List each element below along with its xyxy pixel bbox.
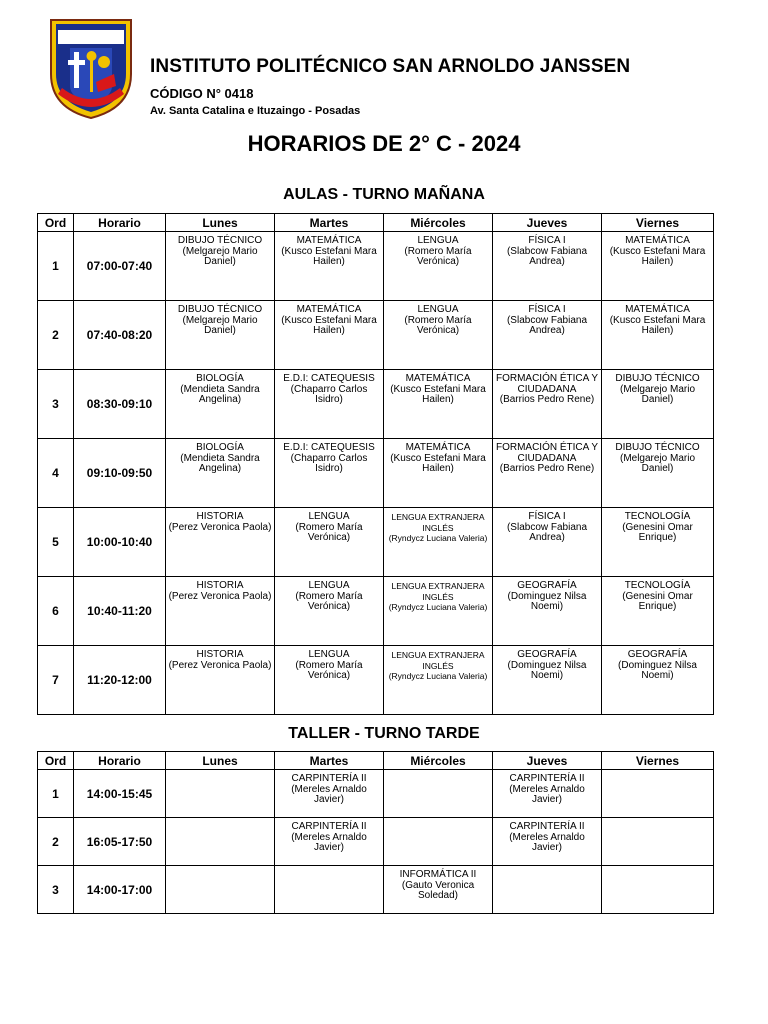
- schedule-cell: [602, 439, 714, 508]
- period-number: 7: [38, 646, 74, 715]
- column-header: Jueves: [493, 752, 602, 770]
- period-number: 1: [38, 770, 74, 818]
- teacher-name: (Kusco Estefani Mara Hailen): [281, 245, 377, 267]
- teacher-name: (Mereles Arnaldo Javier): [291, 783, 367, 805]
- subject-name: FÍSICA I: [528, 511, 566, 522]
- table-row: [38, 439, 714, 508]
- schedule-cell: [166, 232, 275, 301]
- subject-name: CARPINTERÍA II: [291, 821, 367, 832]
- schedule-cell: [166, 508, 275, 577]
- teacher-name: (Mereles Arnaldo Javier): [291, 831, 367, 853]
- schedule-cell: [384, 770, 493, 818]
- subject-name: CARPINTERÍA II: [291, 773, 367, 784]
- period-number: 1: [38, 232, 74, 301]
- schedule-cell: [275, 508, 384, 577]
- institution-address: Av. Santa Catalina e Ituzaingo - Posadas: [150, 105, 361, 117]
- institution-name: INSTITUTO POLITÉCNICO SAN ARNOLDO JANSSEN: [150, 56, 631, 77]
- schedule-cell: [384, 818, 493, 866]
- schedule-cell: [384, 439, 493, 508]
- schedule-cell: [384, 232, 493, 301]
- subject-name: CARPINTERÍA II: [509, 821, 585, 832]
- teacher-name: (Slabcow Fabiana Andrea): [506, 521, 588, 543]
- column-header: Viernes: [602, 752, 714, 770]
- teacher-name: (Melgarejo Mario Daniel): [619, 383, 696, 405]
- teacher-name: (Dominguez Nilsa Noemi): [507, 659, 587, 681]
- teacher-name: (Dominguez Nilsa Noemi): [618, 659, 697, 681]
- column-header: Martes: [275, 752, 384, 770]
- teacher-name: (Melgarejo Mario Daniel): [182, 314, 258, 336]
- subject-name: MATEMÁTICA: [405, 373, 471, 384]
- column-header: Horario: [74, 752, 166, 770]
- page-title: HORARIOS DE 2° C - 2024: [247, 131, 521, 156]
- teacher-name: (Chaparro Carlos Isidro): [290, 452, 368, 474]
- teacher-name: (Romero María Verónica): [295, 590, 363, 612]
- subject-name: MATEMÁTICA: [625, 235, 690, 246]
- schedule-cell: [493, 646, 602, 715]
- teacher-name: (Romero María Verónica): [295, 521, 363, 543]
- teacher-name: (Kusco Estefani Mara Hailen): [609, 245, 706, 267]
- school-crest-logo: [48, 16, 134, 120]
- table-row: [38, 646, 714, 715]
- schedule-cell: [275, 370, 384, 439]
- schedule-cell: [275, 818, 384, 866]
- schedule-cell: [493, 866, 602, 914]
- table-row: [38, 508, 714, 577]
- schedule-cell: [493, 508, 602, 577]
- morning-schedule-table: [37, 213, 714, 715]
- teacher-name: (Kusco Estefani Mara Hailen): [609, 314, 706, 336]
- column-header: Miércoles: [384, 752, 493, 770]
- schedule-cell: [602, 232, 714, 301]
- teacher-name: (Mendieta Sandra Angelina): [180, 452, 260, 474]
- period-time: 07:40-08:20: [74, 301, 166, 370]
- subject-name: LENGUA: [417, 235, 459, 246]
- subject-name: GEOGRAFÍA: [627, 649, 688, 660]
- period-time: 11:20-12:00: [74, 646, 166, 715]
- period-time: 16:05-17:50: [74, 818, 166, 866]
- period-time: 08:30-09:10: [74, 370, 166, 439]
- subject-name: INFORMÁTICA II: [399, 869, 477, 880]
- schedule-cell: [493, 439, 602, 508]
- subject-name: FORMACIÓN ÉTICA Y CIUDADANA: [495, 373, 599, 395]
- teacher-name: (Perez Veronica Paola): [168, 521, 272, 533]
- teacher-name: (Mendieta Sandra Angelina): [180, 383, 260, 405]
- subject-name: LENGUA: [308, 649, 350, 660]
- schedule-cell: [602, 370, 714, 439]
- subject-name: FÍSICA I: [528, 235, 566, 246]
- subject-name: GEOGRAFÍA: [517, 649, 577, 660]
- subject-name: DIBUJO TÉCNICO: [615, 373, 700, 384]
- schedule-cell: [493, 232, 602, 301]
- subject-name: LENGUA: [308, 511, 350, 522]
- teacher-name: (Gauto Veronica Soledad): [401, 879, 475, 901]
- institution-code: CÓDIGO N° 0418: [150, 86, 254, 101]
- teacher-name: (Romero María Verónica): [295, 659, 363, 681]
- period-time: 14:00-17:00: [74, 866, 166, 914]
- subject-name: LENGUA EXTRANJERA INGLÉS: [391, 512, 485, 533]
- schedule-cell: [602, 770, 714, 818]
- table-row: [38, 232, 714, 301]
- period-time: 14:00-15:45: [74, 770, 166, 818]
- period-number: 6: [38, 577, 74, 646]
- subject-name: BIOLOGÍA: [196, 373, 244, 384]
- schedule-cell: [602, 508, 714, 577]
- subject-name: FÍSICA I: [528, 304, 566, 315]
- table-row: [38, 577, 714, 646]
- subject-name: BIOLOGÍA: [196, 442, 244, 453]
- schedule-cell: [384, 508, 493, 577]
- teacher-name: (Slabcow Fabiana Andrea): [506, 245, 588, 267]
- subject-name: MATEMÁTICA: [625, 304, 690, 315]
- schedule-cell: [602, 301, 714, 370]
- column-header: Ord: [38, 214, 74, 232]
- period-number: 2: [38, 301, 74, 370]
- teacher-name: (Kusco Estefani Mara Hailen): [390, 383, 486, 405]
- schedule-cell: [275, 577, 384, 646]
- column-header: Miércoles: [384, 214, 493, 232]
- schedule-cell: [166, 770, 275, 818]
- subject-name: MATEMÁTICA: [296, 304, 362, 315]
- subject-name: E.D.I: CATEQUESIS: [283, 442, 375, 453]
- teacher-name: (Chaparro Carlos Isidro): [290, 383, 368, 405]
- column-header: Martes: [275, 214, 384, 232]
- section-title-afternoon: TALLER - TURNO TARDE: [288, 725, 480, 742]
- schedule-cell: [384, 646, 493, 715]
- teacher-name: (Perez Veronica Paola): [168, 659, 272, 671]
- teacher-name: (Ryndycz Luciana Valeria): [388, 671, 488, 681]
- teacher-name: (Melgarejo Mario Daniel): [182, 245, 258, 267]
- schedule-cell: [493, 577, 602, 646]
- schedule-cell: [602, 818, 714, 866]
- column-header: Lunes: [166, 752, 275, 770]
- schedule-cell: [493, 770, 602, 818]
- teacher-name: (Genesini Omar Enrique): [622, 590, 693, 612]
- subject-name: TECNOLOGÍA: [624, 511, 691, 522]
- column-header: Ord: [38, 752, 74, 770]
- schedule-cell: [384, 577, 493, 646]
- subject-name: LENGUA EXTRANJERA INGLÉS: [391, 581, 485, 602]
- schedule-cell: [602, 577, 714, 646]
- schedule-cell: [602, 646, 714, 715]
- period-number: 5: [38, 508, 74, 577]
- period-number: 4: [38, 439, 74, 508]
- period-time: 10:40-11:20: [74, 577, 166, 646]
- subject-name: HISTORIA: [196, 580, 244, 591]
- teacher-name: (Kusco Estefani Mara Hailen): [390, 452, 486, 474]
- table-header-row: [38, 752, 714, 770]
- afternoon-schedule-table: [37, 751, 714, 914]
- table-row: [38, 818, 714, 866]
- schedule-cell: [166, 866, 275, 914]
- period-number: 2: [38, 818, 74, 866]
- schedule-cell: [493, 818, 602, 866]
- column-header: Horario: [74, 214, 166, 232]
- teacher-name: (Barrios Pedro Rene): [499, 394, 595, 405]
- subject-name: MATEMÁTICA: [296, 235, 362, 246]
- schedule-cell: [493, 370, 602, 439]
- teacher-name: (Melgarejo Mario Daniel): [619, 452, 696, 474]
- teacher-name: (Barrios Pedro Rene): [499, 463, 595, 474]
- schedule-cell: [275, 866, 384, 914]
- teacher-name: (Kusco Estefani Mara Hailen): [281, 314, 377, 336]
- teacher-name: (Slabcow Fabiana Andrea): [506, 314, 588, 336]
- subject-name: DIBUJO TÉCNICO: [177, 235, 263, 246]
- section-title-morning: AULAS - TURNO MAÑANA: [283, 186, 485, 203]
- subject-name: HISTORIA: [196, 649, 244, 660]
- schedule-cell: [166, 577, 275, 646]
- subject-name: FORMACIÓN ÉTICA Y CIUDADANA: [495, 442, 599, 464]
- schedule-cell: [275, 646, 384, 715]
- period-number: 3: [38, 866, 74, 914]
- table-header-row: [38, 214, 714, 232]
- column-header: Jueves: [493, 214, 602, 232]
- table-row: [38, 866, 714, 914]
- schedule-cell: [275, 301, 384, 370]
- teacher-name: (Romero María Verónica): [404, 245, 472, 267]
- teacher-name: (Ryndycz Luciana Valeria): [388, 533, 488, 543]
- teacher-name: (Romero María Verónica): [404, 314, 472, 336]
- teacher-name: (Mereles Arnaldo Javier): [509, 783, 585, 805]
- column-header: Viernes: [602, 214, 714, 232]
- schedule-cell: [166, 439, 275, 508]
- subject-name: LENGUA: [308, 580, 350, 591]
- teacher-name: (Perez Veronica Paola): [168, 590, 272, 602]
- teacher-name: (Genesini Omar Enrique): [622, 521, 693, 543]
- table-row: [38, 370, 714, 439]
- schedule-cell: [384, 301, 493, 370]
- table-row: [38, 301, 714, 370]
- subject-name: GEOGRAFÍA: [517, 580, 577, 591]
- teacher-name: (Dominguez Nilsa Noemi): [507, 590, 587, 612]
- schedule-cell: [275, 232, 384, 301]
- schedule-cell: [493, 301, 602, 370]
- schedule-cell: [166, 818, 275, 866]
- teacher-name: (Mereles Arnaldo Javier): [509, 831, 585, 853]
- subject-name: MATEMÁTICA: [405, 442, 471, 453]
- column-header: Lunes: [166, 214, 275, 232]
- schedule-cell: [384, 866, 493, 914]
- subject-name: LENGUA EXTRANJERA INGLÉS: [391, 650, 485, 671]
- subject-name: E.D.I: CATEQUESIS: [283, 373, 375, 384]
- schedule-cell: [166, 370, 275, 439]
- subject-name: TECNOLOGÍA: [624, 580, 691, 591]
- subject-name: HISTORIA: [196, 511, 244, 522]
- schedule-cell: [275, 770, 384, 818]
- table-row: [38, 770, 714, 818]
- period-time: 09:10-09:50: [74, 439, 166, 508]
- subject-name: CARPINTERÍA II: [509, 773, 585, 784]
- schedule-cell: [602, 866, 714, 914]
- teacher-name: (Ryndycz Luciana Valeria): [388, 602, 488, 612]
- period-time: 10:00-10:40: [74, 508, 166, 577]
- period-time: 07:00-07:40: [74, 232, 166, 301]
- schedule-cell: [384, 370, 493, 439]
- subject-name: DIBUJO TÉCNICO: [615, 442, 700, 453]
- schedule-cell: [166, 646, 275, 715]
- schedule-cell: [275, 439, 384, 508]
- subject-name: DIBUJO TÉCNICO: [177, 304, 263, 315]
- subject-name: LENGUA: [417, 304, 459, 315]
- schedule-cell: [166, 301, 275, 370]
- period-number: 3: [38, 370, 74, 439]
